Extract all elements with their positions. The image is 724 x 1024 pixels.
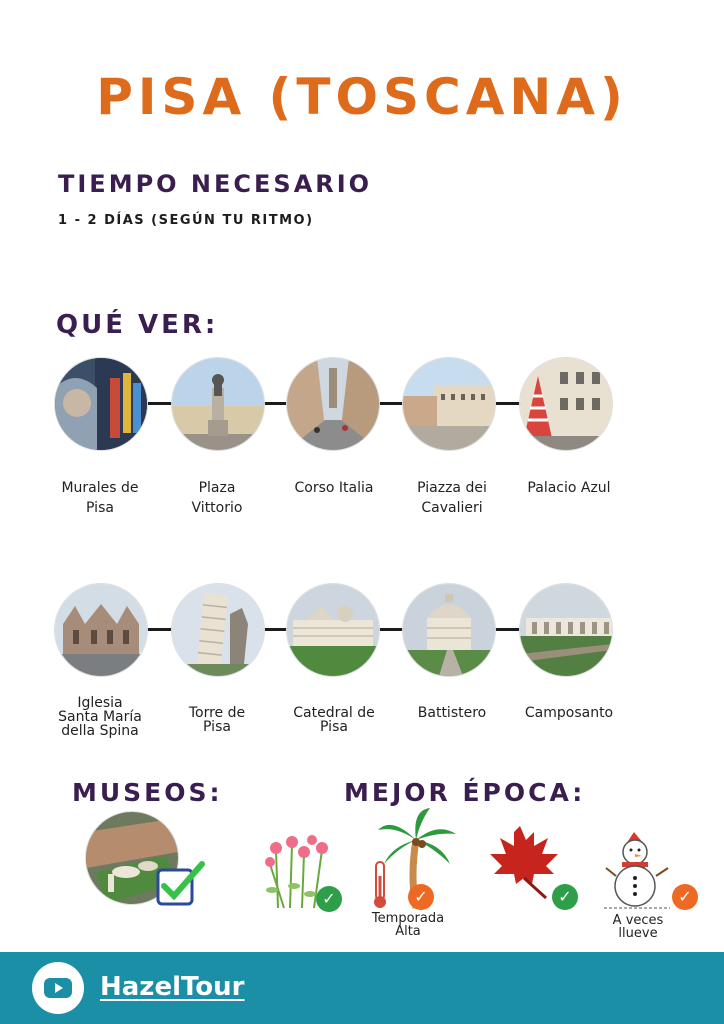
label-corso-italia: Corso Italia bbox=[294, 480, 374, 496]
que-ver-heading: QUÉ VER: bbox=[56, 310, 219, 340]
label-camposanto: Camposanto bbox=[524, 705, 614, 721]
tiempo-heading: TIEMPO NECESARIO bbox=[58, 170, 373, 198]
label-battistero: Battistero bbox=[417, 705, 487, 721]
check-spring-icon: ✓ bbox=[316, 886, 342, 912]
label-murales: Murales de Pisa bbox=[61, 480, 139, 516]
photo-plaza-vittorio bbox=[172, 358, 264, 450]
youtube-icon[interactable] bbox=[32, 962, 84, 1014]
label-plaza-vittorio: Plaza Vittorio bbox=[191, 480, 243, 516]
caption-temporada-alta: Temporada Alta bbox=[371, 911, 445, 939]
check-summer-icon: ✓ bbox=[408, 884, 434, 910]
photo-catedral-pisa bbox=[287, 584, 379, 676]
epoca-heading: MEJOR ÉPOCA: bbox=[344, 778, 586, 807]
snowman-icon bbox=[604, 830, 674, 910]
brand-link[interactable]: HazelTour bbox=[100, 972, 245, 1002]
check-winter-icon: ✓ bbox=[672, 884, 698, 910]
photo-corso-italia bbox=[287, 358, 379, 450]
photo-murales bbox=[55, 358, 147, 450]
label-piazza-cavalieri: Piazza dei Cavalieri bbox=[417, 480, 487, 516]
footer-bar bbox=[0, 952, 724, 1024]
photo-piazza-cavalieri bbox=[403, 358, 495, 450]
photo-torre-pisa bbox=[172, 584, 264, 676]
photo-santa-maria-spina bbox=[55, 584, 147, 676]
photo-battistero bbox=[403, 584, 495, 676]
label-palacio-azul: Palacio Azul bbox=[527, 480, 611, 496]
label-santa-maria-spina: Iglesia Santa María della Spina bbox=[58, 695, 142, 739]
page-title: PISA (TOSCANA) bbox=[96, 68, 628, 126]
checkbox-icon bbox=[156, 858, 196, 906]
caption-a-veces-llueve: A veces llueve bbox=[612, 913, 664, 941]
check-autumn-icon: ✓ bbox=[552, 884, 578, 910]
museos-heading: MUSEOS: bbox=[72, 778, 223, 807]
tiempo-value: 1 - 2 DÍAS (SEGÚN TU RITMO) bbox=[58, 213, 314, 228]
photo-palacio-azul bbox=[520, 358, 612, 450]
label-catedral-pisa: Catedral de Pisa bbox=[293, 705, 375, 735]
label-torre-pisa: Torre de Pisa bbox=[188, 705, 246, 735]
photo-camposanto bbox=[520, 584, 612, 676]
